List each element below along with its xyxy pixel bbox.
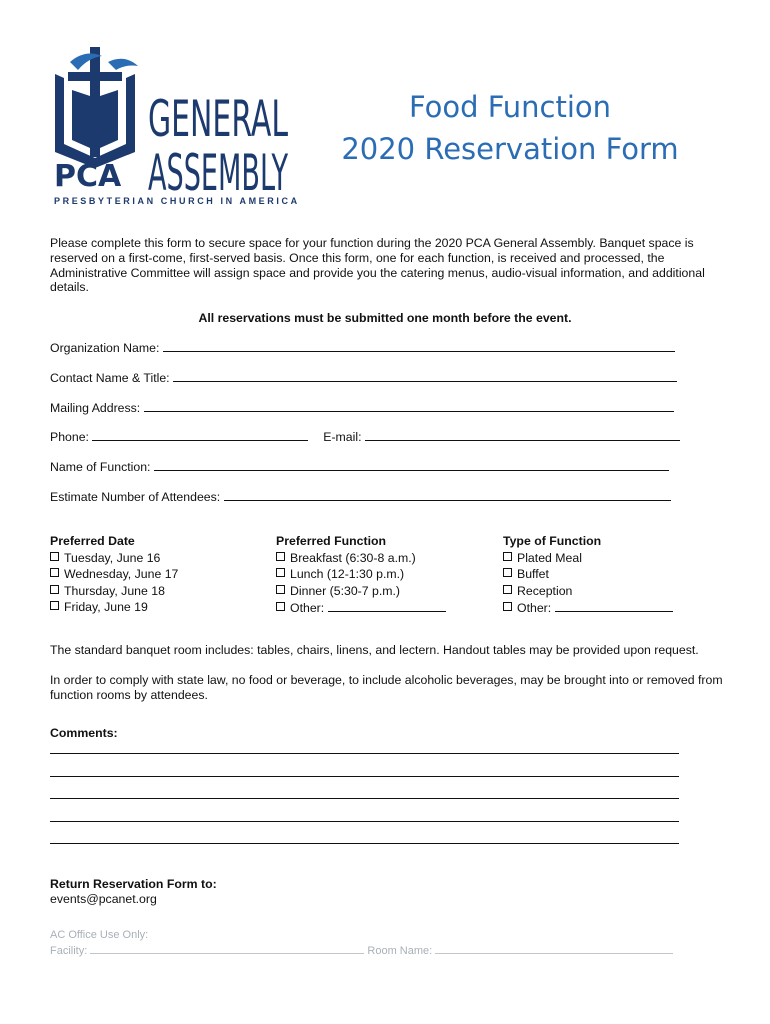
function-option-label: Dinner (5:30-7 p.m.) [290, 583, 401, 598]
type-option-label: Plated Meal [517, 550, 582, 565]
preferred-date-column [50, 533, 178, 616]
organization-input-line[interactable] [163, 339, 675, 352]
checkbox-icon[interactable] [503, 568, 512, 577]
function-option[interactable] [276, 566, 446, 583]
checkbox-icon[interactable] [276, 602, 285, 611]
type-option-label: Reception [517, 583, 573, 598]
function-option-label: Breakfast (6:30-8 a.m.) [290, 550, 416, 565]
type-other-input-line[interactable] [555, 599, 673, 612]
checkbox-icon[interactable] [276, 568, 285, 577]
attendees-input-line[interactable] [224, 488, 671, 501]
checkbox-icon[interactable] [503, 585, 512, 594]
email-label: E-mail: [323, 430, 362, 444]
date-option[interactable] [50, 550, 178, 567]
state-law-note: In order to comply with state law, no food or beverage, to include alcoholic beverages, may be brought into or removed from function rooms by attendees. [50, 673, 723, 702]
phone-input-line[interactable] [92, 428, 308, 441]
date-option-label: Friday, June 19 [64, 600, 148, 614]
function-name-field[interactable] [50, 458, 669, 474]
function-option-label: Other: [290, 601, 325, 615]
office-use-fields [50, 943, 673, 957]
pca-general-assembly-logo [50, 44, 295, 214]
function-name-label: Name of Function: [50, 460, 151, 474]
office-use-heading: AC Office Use Only: [50, 929, 149, 941]
date-option[interactable] [50, 583, 178, 600]
facility-label: Facility: [50, 945, 88, 957]
mailing-field[interactable] [50, 399, 674, 415]
type-option-other[interactable] [503, 599, 673, 617]
checkbox-icon[interactable] [50, 568, 59, 577]
function-option[interactable] [276, 550, 446, 567]
checkbox-icon[interactable] [503, 602, 512, 611]
preferred-function-column [276, 533, 446, 617]
type-option[interactable] [503, 566, 673, 583]
cross-bible-icon [55, 47, 138, 168]
type-option[interactable] [503, 550, 673, 567]
type-of-function-column [503, 533, 673, 617]
return-label: Return Reservation Form to: [50, 877, 217, 891]
intro-paragraph: Please complete this form to secure space for your function during the 2020 PCA General Assembly. Banquet space is reserved on a first-come, first-served basis. Once this form, one for each function, is received and processed, the Administrative Committee will assign space and provide you the catering menus, audio-visual information, and additional details. [50, 236, 705, 295]
date-option-label: Thursday, June 18 [64, 583, 165, 598]
checkbox-icon[interactable] [50, 585, 59, 594]
contact-label: Contact Name & Title: [50, 371, 170, 385]
type-option-label: Other: [517, 601, 552, 615]
function-name-input-line[interactable] [154, 458, 669, 471]
page-title [330, 86, 690, 170]
logo-pca-text: PCA [54, 159, 122, 194]
organization-field[interactable] [50, 339, 675, 355]
phone-label: Phone: [50, 430, 89, 444]
logo-assembly-text: ASSEMBLY [148, 144, 289, 202]
attendees-field[interactable] [50, 488, 671, 504]
checkbox-icon[interactable] [50, 601, 59, 610]
room-name-input-line[interactable] [435, 943, 673, 954]
return-email[interactable]: events@pcanet.org [50, 892, 157, 906]
logo-tagline: PRESBYTERIAN CHURCH IN AMERICA [54, 196, 300, 206]
mailing-input-line[interactable] [144, 399, 674, 412]
checkbox-icon[interactable] [503, 552, 512, 561]
organization-label: Organization Name: [50, 341, 160, 355]
room-name-label: Room Name: [367, 945, 433, 957]
comments-line[interactable] [50, 798, 679, 799]
facility-input-line[interactable] [90, 943, 364, 954]
submission-notice: All reservations must be submitted one month before the event. [198, 311, 572, 325]
phone-field[interactable] [50, 428, 680, 444]
logo-general-text: GENERAL [148, 90, 289, 148]
preferred-date-heading: Preferred Date [50, 534, 135, 548]
checkbox-icon[interactable] [50, 552, 59, 561]
function-option[interactable] [276, 583, 446, 600]
contact-input-line[interactable] [173, 369, 677, 382]
standard-room-note: The standard banquet room includes: tables, chairs, linens, and lectern. Handout tables may be provided upon request. [50, 643, 699, 657]
comments-label: Comments: [50, 726, 118, 740]
comments-line[interactable] [50, 843, 679, 844]
type-of-function-heading: Type of Function [503, 534, 602, 548]
contact-field[interactable] [50, 369, 677, 385]
comments-line[interactable] [50, 776, 679, 777]
comments-line[interactable] [50, 753, 679, 754]
type-option-label: Buffet [517, 567, 549, 581]
email-input-line[interactable] [365, 428, 680, 441]
type-option[interactable] [503, 583, 673, 600]
function-option-label: Lunch (12-1:30 p.m.) [290, 567, 405, 581]
checkbox-icon[interactable] [276, 552, 285, 561]
title-line-1: Food Function [408, 90, 612, 124]
comments-line[interactable] [50, 821, 679, 822]
checkbox-icon[interactable] [276, 585, 285, 594]
mailing-label: Mailing Address: [50, 401, 141, 415]
function-option-other[interactable] [276, 599, 446, 617]
title-line-2: 2020 Reservation Form [341, 132, 679, 166]
date-option[interactable] [50, 599, 178, 616]
date-option-label: Tuesday, June 16 [64, 550, 161, 565]
attendees-label: Estimate Number of Attendees: [50, 490, 221, 504]
date-option-label: Wednesday, June 17 [64, 567, 179, 581]
date-option[interactable] [50, 566, 178, 583]
preferred-function-heading: Preferred Function [276, 534, 387, 548]
function-other-input-line[interactable] [328, 599, 446, 612]
